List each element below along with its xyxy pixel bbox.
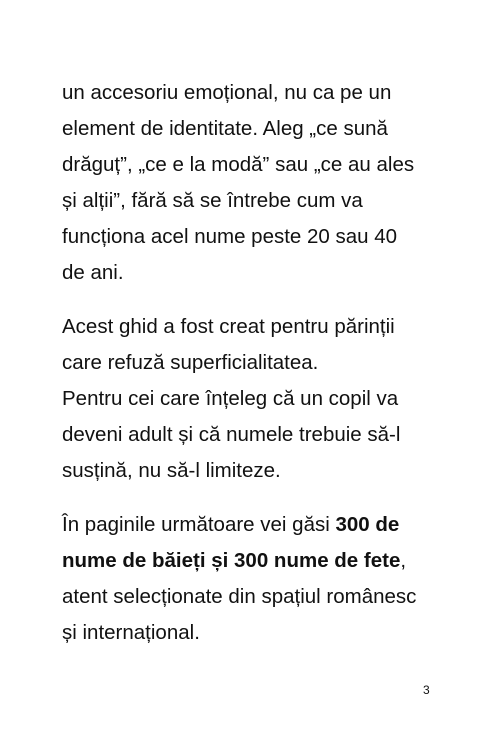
text-line: Acest ghid a fost creat pentru părinții [62, 315, 395, 338]
page-number: 3 [423, 683, 430, 697]
text-line: atent selecționate din spațiul românesc [62, 585, 417, 608]
text-line: susțină, nu să-l limiteze. [62, 459, 281, 482]
text-line: Pentru cei care înțeleg că un copil va [62, 387, 399, 410]
text-line [62, 507, 462, 543]
text-line [62, 543, 462, 579]
text-line: funcționa acel nume peste 20 sau 40 [62, 225, 398, 248]
text-line: de ani. [62, 261, 124, 284]
text-line: drăguț”, „ce e la modă” sau „ce au ales [62, 153, 415, 176]
line-suffix: , [400, 549, 407, 572]
text-line: deveni adult și că numele trebuie să-l [62, 423, 401, 446]
text-line: care refuză superficialitatea. [62, 351, 319, 374]
paragraph-identity [62, 75, 462, 291]
text-line: un accesoriu emoțional, nu ca pe un [62, 81, 392, 104]
text-line: și internațional. [62, 621, 200, 644]
line-prefix: În paginile următoare vei găsi [62, 513, 336, 536]
bold-count: 300 de [335, 513, 400, 536]
text-line: și alții”, fără să se întrebe cum va [62, 189, 363, 212]
paragraph-names-count [62, 507, 462, 651]
bold-names: nume de băieți și 300 nume de fete [62, 549, 401, 572]
text-line: element de identitate. Aleg „ce sună [62, 117, 388, 140]
paragraph-guide-purpose [62, 309, 462, 489]
